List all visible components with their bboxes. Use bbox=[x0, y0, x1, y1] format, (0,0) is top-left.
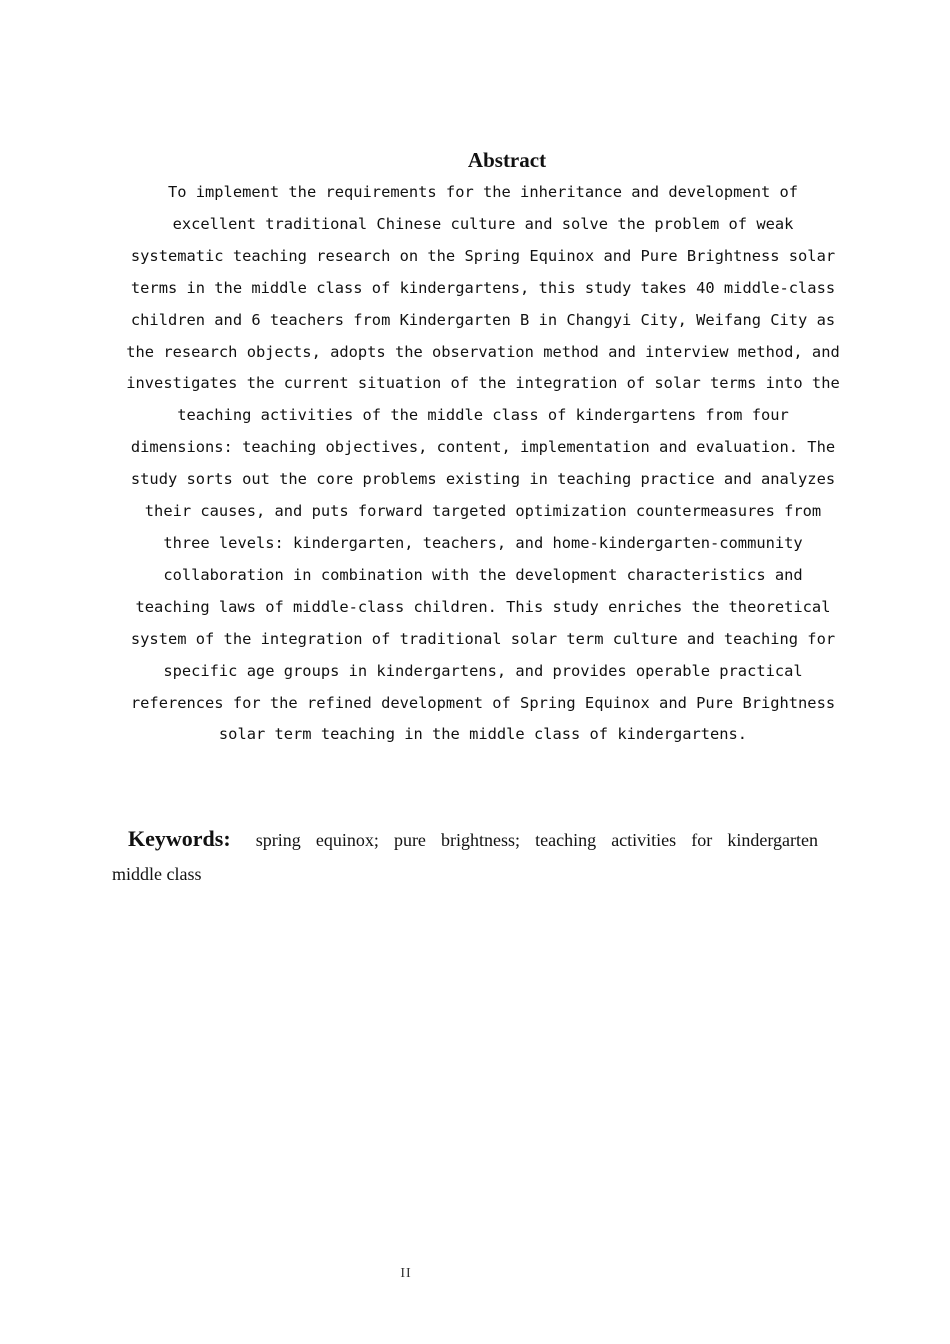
keywords-label: Keywords: bbox=[128, 826, 231, 851]
keywords-section bbox=[112, 822, 818, 891]
keyword-word: pure bbox=[393, 830, 426, 850]
abstract-line: solar term teaching in the middle class of kindergartens. bbox=[218, 725, 748, 744]
abstract-line: children and 6 teachers from Kindergarten B in Changyi City, Weifang City as bbox=[130, 310, 836, 329]
abstract-line: their causes, and puts forward targeted optimization countermeasures from bbox=[144, 502, 822, 521]
keywords-continuation: middle class bbox=[112, 864, 202, 884]
abstract-body bbox=[108, 177, 858, 751]
abstract-line: collaboration in combination with the development characteristics and bbox=[163, 565, 803, 584]
abstract-title: Abstract bbox=[467, 148, 547, 172]
abstract-line: systematic teaching research on the Spring Equinox and Pure Brightness solar bbox=[130, 246, 836, 265]
abstract-line: specific age groups in kindergartens, and provides operable practical bbox=[163, 661, 803, 680]
keyword-word: spring bbox=[255, 830, 301, 850]
keyword-word: kindergarten bbox=[727, 830, 818, 850]
keyword-word: activities bbox=[611, 830, 677, 850]
abstract-line: excellent traditional Chinese culture and solve the problem of weak bbox=[172, 214, 794, 233]
abstract-line: study sorts out the core problems existing in teaching practice and analyzes bbox=[130, 470, 836, 489]
abstract-line: three levels: kindergarten, teachers, and home-kindergarten-community bbox=[163, 533, 803, 552]
abstract-line: teaching laws of middle-class children. This study enriches the theoretical bbox=[135, 597, 831, 616]
abstract-line: terms in the middle class of kindergartens, this study takes 40 middle-class bbox=[130, 278, 836, 297]
keywords-line bbox=[112, 822, 818, 857]
abstract-line: system of the integration of traditional solar term culture and teaching for bbox=[130, 629, 836, 648]
keyword-word: for bbox=[691, 830, 713, 850]
abstract-line: To implement the requirements for the inheritance and development of bbox=[167, 183, 799, 201]
keyword-word: teaching bbox=[535, 830, 597, 850]
keyword-word: equinox; bbox=[315, 830, 379, 850]
abstract-line: teaching activities of the middle class of kindergartens from four bbox=[177, 406, 789, 425]
abstract-line: the research objects, adopts the observation method and interview method, and bbox=[126, 342, 840, 361]
page-number: II bbox=[400, 1266, 412, 1281]
abstract-line: investigates the current situation of the integration of solar terms into the bbox=[126, 374, 840, 393]
keyword-word: brightness; bbox=[441, 830, 521, 850]
abstract-line: references for the refined development of Spring Equinox and Pure Brightness bbox=[130, 693, 836, 712]
abstract-line: dimensions: teaching objectives, content, implementation and evaluation. The bbox=[130, 438, 836, 457]
